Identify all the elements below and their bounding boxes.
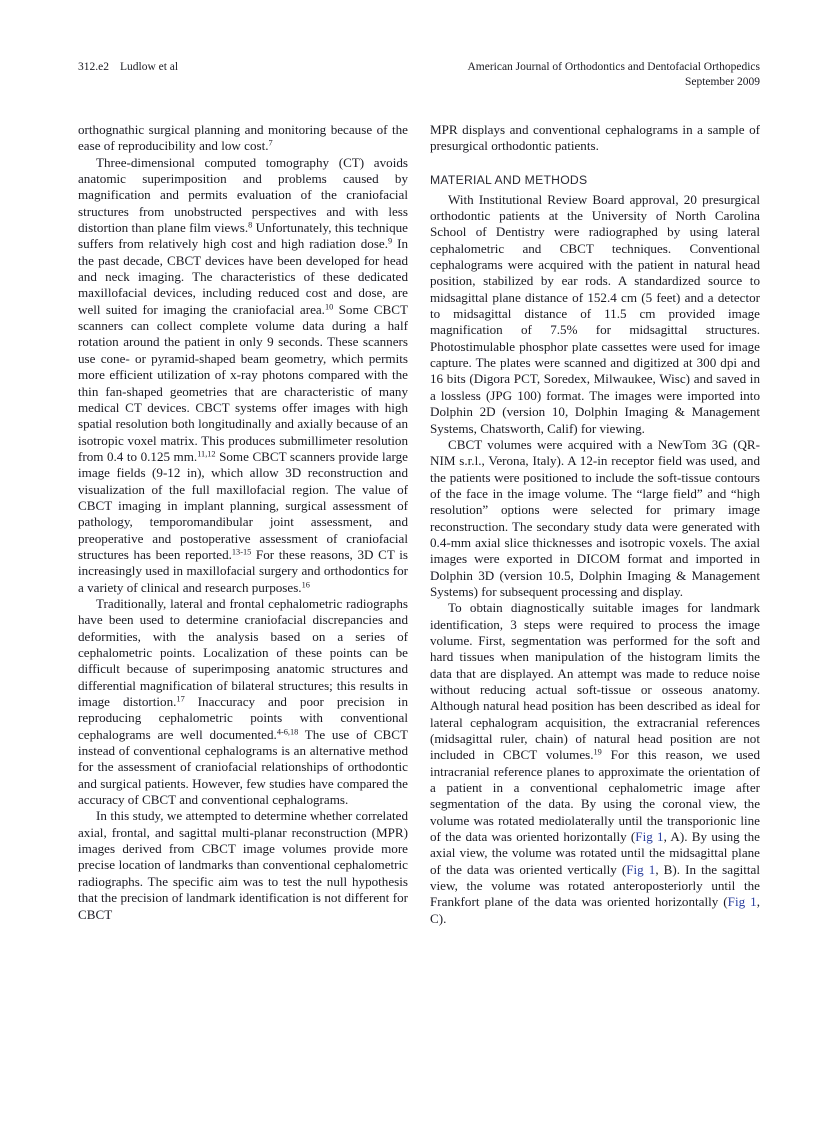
two-column-body (78, 122, 760, 1062)
citation-superscript[interactable]: 17 (176, 694, 185, 704)
citation-superscript[interactable]: 10 (324, 302, 334, 312)
running-head (78, 60, 760, 90)
running-head-left (78, 60, 178, 75)
figure-cross-reference[interactable]: Fig 1 (635, 829, 664, 845)
citation-superscript[interactable]: 16 (301, 580, 310, 590)
paragraph-m3-three-steps: To obtain diagnostically suitable images for landmark identification, 3 steps were required to process the image volume. First, segmentation was performed for the soft and hard tissues when manipulation of the histogram limits the data that are displayed. An attempt was made to reduce noise without reducing actual soft-tissue or osseous anatomy. Although natural head position has been described as ideal for lateral cephalogram acquisition, the extracranial references (midsagittal ruler, chain) of natural head position are not included in CBCT volumes.$^{19}$ For this reason, we used intracranial reference planes to approximate the orientation of a patient in a conventional cephalometric image after segmentation of the data. By using the coronal view, the volume was rotated mediolaterally until the transporionic line of the data was oriented horizontally (Fig 1, A). By using the axial view, the volume was rotated until the midsagittal plane of the data was oriented vertically (Fig 1, B). In the sagittal view, the volume was rotated anteroposteriorly until the Frankfort plane of the data was oriented horizontally (Fig 1, C). (430, 600, 760, 926)
column-right (430, 122, 760, 1062)
page-folio: 312.e2 (78, 61, 109, 73)
column-left (78, 122, 408, 1062)
running-head-authors: Ludlow et al (119, 61, 179, 73)
section-spacer-above (430, 155, 760, 173)
citation-superscript[interactable]: 8 (248, 220, 253, 230)
figure-cross-reference[interactable]: Fig 1 (626, 861, 656, 877)
paragraph-p3-traditionally-cephalometric: Traditionally, lateral and frontal cephalometric radiographs have been used to determine craniofacial discrepancies and deformities, with the analysis based on a series of cephalometric points. Localization of these points can be difficult because of superimposing anatomic structures and differential magnification of bilateral structures; this results in image distortion.$^{17}$ Inaccuracy and poor precision in reproducing cephalometric points with conventional cephalograms are well documented.$^{4-6,18}$ The use of CBCT instead of conventional cephalograms is an alternative method for the assessment of craniofacial relationships of orthodontic and surgical patients. However, few studies have compared the accuracy of CBCT and conventional cephalograms. (78, 595, 408, 808)
paragraph-m2-cbct-volumes: CBCT volumes were acquired with a NewTom 3G (QR-NIM s.r.l., Verona, Italy). A 12-in receptor field was used, and the patients were positioned to include the soft-tissue contours of the face in the image volume. The “large field” and “high resolution” options were selected for primary image reconstruction. The secondary study data were generated with 0.4-mm axial slice thicknesses and isotropic voxels. The axial images were exported in DICOM format and imported in Dolphin 3D (version 10.5, Dolphin Imaging & Management Systems) for subsequent processing and display. (430, 436, 760, 599)
issue-date: September 2009 (684, 76, 760, 88)
figure-cross-reference[interactable]: Fig 1 (727, 894, 757, 910)
paragraph-p2-three-dimensional-ct: Three-dimensional computed tomography (CT) avoids anatomic superimposition and problems caused by magnification and permits evaluation of the craniofacial structures from unobstructed perspectives and with less distortion than plane film views.$^8$ Unfortunately, this technique suffers from relatively high cost and high radiation dose.$^9$ In the past decade, CBCT devices have been developed for head and neck imaging. The characteristics of these dedicated maxillofacial devices, including reduced cost and dose, are well suited for imaging the craniofacial area.$^{10}$ Some CBCT scanners can collect complete volume data during a half rotation around the patient in only 9 seconds. These scanners use cone- or pyramid-shaped beam geometry, which permits more efficient utilization of x-ray photons compared with the thin fan-shaped geometries that are characteristic of many medical CT devices. CBCT systems offer images with high spatial resolution both longitudinally and axially because of an isotropic voxel matrix. This produces submillimeter resolution from 0.4 to 0.125 mm.$^{11,12}$ Some CBCT scanners provide large image fields (9-12 in), which allow 3D reconstruction and visualization of the full maxillofacial region. The value of CBCT imaging in implant planning, surgical assessment of pathology, temporomandibular joint assessment, and preoperative and postoperative assessment of craniofacial structures has been reported.$^{13-15}$ For these reasons, 3D CT is increasingly used in maxillofacial surgery and orthodontics for a variety of clinical and research purposes.$^{16}$ (78, 154, 408, 595)
journal-title: American Journal of Orthodontics and Dentofacial Orthopedics (467, 61, 760, 73)
citation-superscript[interactable]: 9 (388, 237, 393, 247)
section-heading-material-and-methods: MATERIAL AND METHODS (430, 172, 588, 187)
paragraph-m1-irb-approval: With Institutional Review Board approval, 20 presurgical orthodontic patients at the University of North Carolina School of Dentistry were radiographed by using lateral cephalometric and CBCT techniques. Conventional cephalograms were acquired with the patient in natural head position, stabilized by ear rods. A standardized source to midsagittal plane distance of 152.4 cm (5 feet) and a detector to midsagittal distance of 11.5 cm provided image magnification of 7.5% for midsagittal structures. Photostimulable phosphor plate cassettes were used for image capture. The plates were scanned and digitized at 300 dpi and 16 bits (Digora PCT, Soredex, Milwaukee, Wisc) and saved in a lossless (JPG 100) format. The images were imported into Dolphin 2D (version 10, Dolphin Imaging & Management Systems, Chatsworth, Calif) for viewing. (430, 191, 760, 436)
paragraph-p4-continuation: MPR displays and conventional cephalograms in a sample of presurgical orthodontic patients. (430, 122, 760, 154)
citation-superscript[interactable]: 7 (268, 139, 273, 149)
paragraph-p1-continued: orthognathic surgical planning and monitoring because of the ease of reproducibility and low cost.$^7$ (78, 122, 408, 154)
citation-superscript[interactable]: 4-6,18 (276, 727, 299, 737)
running-head-right (467, 60, 760, 90)
citation-superscript[interactable]: 19 (593, 748, 602, 758)
citation-superscript[interactable]: 11,12 (197, 449, 216, 459)
citation-superscript[interactable]: 13-15 (231, 547, 252, 557)
paragraph-p4-in-this-study: In this study, we attempted to determine whether correlated axial, frontal, and sagittal multi-planar reconstruction (MPR) images derived from CBCT image volumes provide more precise location of landmarks than conventional cephalometric radiographs. The specific aim was to test the null hypothesis that the precision of landmark identification is not different for CBCT (78, 808, 408, 922)
